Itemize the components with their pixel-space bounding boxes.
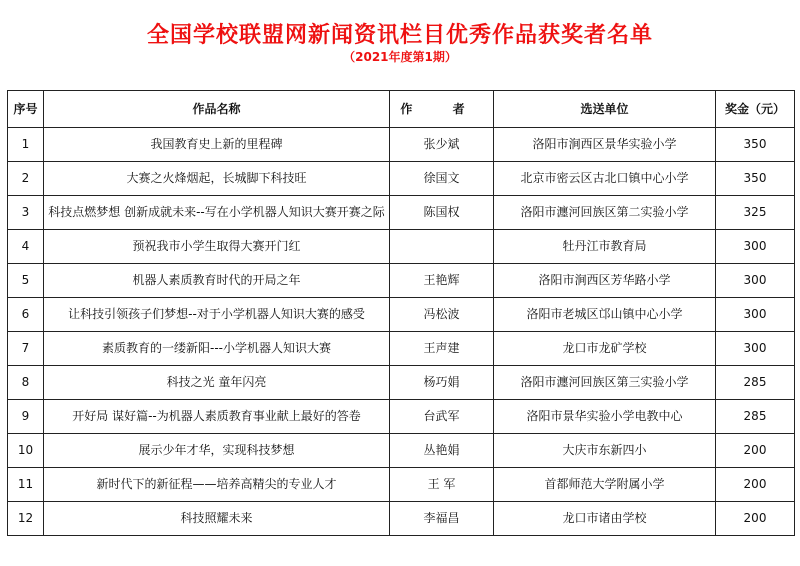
cell-index: 7 (8, 332, 44, 366)
header-author: 作 者 (390, 91, 494, 128)
cell-prize: 350 (716, 162, 795, 196)
cell-unit: 洛阳市景华实验小学电教中心 (494, 400, 716, 434)
cell-prize: 300 (716, 230, 795, 264)
cell-index: 1 (8, 128, 44, 162)
cell-title: 机器人素质教育时代的开局之年 (44, 264, 390, 298)
cell-unit: 大庆市东新四小 (494, 434, 716, 468)
cell-prize: 285 (716, 400, 795, 434)
cell-author: 李福昌 (390, 502, 494, 536)
table-row (8, 400, 795, 434)
cell-author: 杨巧娟 (390, 366, 494, 400)
cell-index: 4 (8, 230, 44, 264)
table-row (8, 162, 795, 196)
document-subtitle: （2021年度第1期） (343, 50, 457, 64)
cell-prize: 200 (716, 468, 795, 502)
document-title: 全国学校联盟网新闻资讯栏目优秀作品获奖者名单 (146, 23, 653, 48)
cell-prize: 300 (716, 332, 795, 366)
cell-title: 大赛之火烽烟起，长城脚下科技旺 (44, 162, 390, 196)
cell-unit: 北京市密云区古北口镇中心小学 (494, 162, 716, 196)
cell-index: 12 (8, 502, 44, 536)
table-row (8, 468, 795, 502)
cell-prize: 200 (716, 502, 795, 536)
cell-unit: 洛阳市瀍河回族区第三实验小学 (494, 366, 716, 400)
cell-unit: 首都师范大学附属小学 (494, 468, 716, 502)
cell-author: 陈国权 (390, 196, 494, 230)
cell-prize: 200 (716, 434, 795, 468)
cell-author: 王艳辉 (390, 264, 494, 298)
cell-title: 科技之光 童年闪亮 (44, 366, 390, 400)
header-prize: 奖金（元） (716, 91, 795, 128)
cell-author: 台武军 (390, 400, 494, 434)
table-row (8, 332, 795, 366)
cell-author: 徐国文 (390, 162, 494, 196)
table-body (8, 128, 795, 536)
cell-index: 11 (8, 468, 44, 502)
cell-title: 让科技引领孩子们梦想--对于小学机器人知识大赛的感受 (44, 298, 390, 332)
table-row (8, 298, 795, 332)
cell-author: 王声建 (390, 332, 494, 366)
table-row (8, 366, 795, 400)
cell-author: 王 军 (390, 468, 494, 502)
cell-title: 展示少年才华，实现科技梦想 (44, 434, 390, 468)
cell-index: 5 (8, 264, 44, 298)
cell-index: 10 (8, 434, 44, 468)
cell-prize: 325 (716, 196, 795, 230)
cell-author: 冯松波 (390, 298, 494, 332)
cell-index: 9 (8, 400, 44, 434)
table-row (8, 196, 795, 230)
cell-author (390, 230, 494, 264)
cell-title: 开好局 谋好篇--为机器人素质教育事业献上最好的答卷 (44, 400, 390, 434)
cell-prize: 300 (716, 264, 795, 298)
header-index: 序号 (8, 91, 44, 128)
table-header-row (8, 91, 795, 128)
header-title: 作品名称 (44, 91, 390, 128)
table-row (8, 128, 795, 162)
cell-author: 丛艳娟 (390, 434, 494, 468)
cell-prize: 285 (716, 366, 795, 400)
table-row (8, 434, 795, 468)
cell-unit: 洛阳市老城区邙山镇中心小学 (494, 298, 716, 332)
cell-unit: 洛阳市涧西区芳华路小学 (494, 264, 716, 298)
cell-title: 科技照耀未来 (44, 502, 390, 536)
cell-unit: 洛阳市涧西区景华实验小学 (494, 128, 716, 162)
cell-index: 8 (8, 366, 44, 400)
cell-unit: 牡丹江市教育局 (494, 230, 716, 264)
cell-unit: 洛阳市瀍河回族区第二实验小学 (494, 196, 716, 230)
table-row (8, 502, 795, 536)
cell-title: 新时代下的新征程——培养高精尖的专业人才 (44, 468, 390, 502)
cell-title: 我国教育史上新的里程碑 (44, 128, 390, 162)
cell-title: 素质教育的一缕新阳---小学机器人知识大赛 (44, 332, 390, 366)
cell-unit: 龙口市龙矿学校 (494, 332, 716, 366)
cell-unit: 龙口市诸由学校 (494, 502, 716, 536)
cell-index: 6 (8, 298, 44, 332)
table-row (8, 264, 795, 298)
cell-prize: 350 (716, 128, 795, 162)
table-row (8, 230, 795, 264)
cell-title: 预祝我市小学生取得大赛开门红 (44, 230, 390, 264)
cell-prize: 300 (716, 298, 795, 332)
cell-title: 科技点燃梦想 创新成就未来--写在小学机器人知识大赛开赛之际 (44, 196, 390, 230)
header-unit: 选送单位 (494, 91, 716, 128)
cell-index: 2 (8, 162, 44, 196)
cell-author: 张少斌 (390, 128, 494, 162)
award-table (7, 90, 795, 536)
cell-index: 3 (8, 196, 44, 230)
